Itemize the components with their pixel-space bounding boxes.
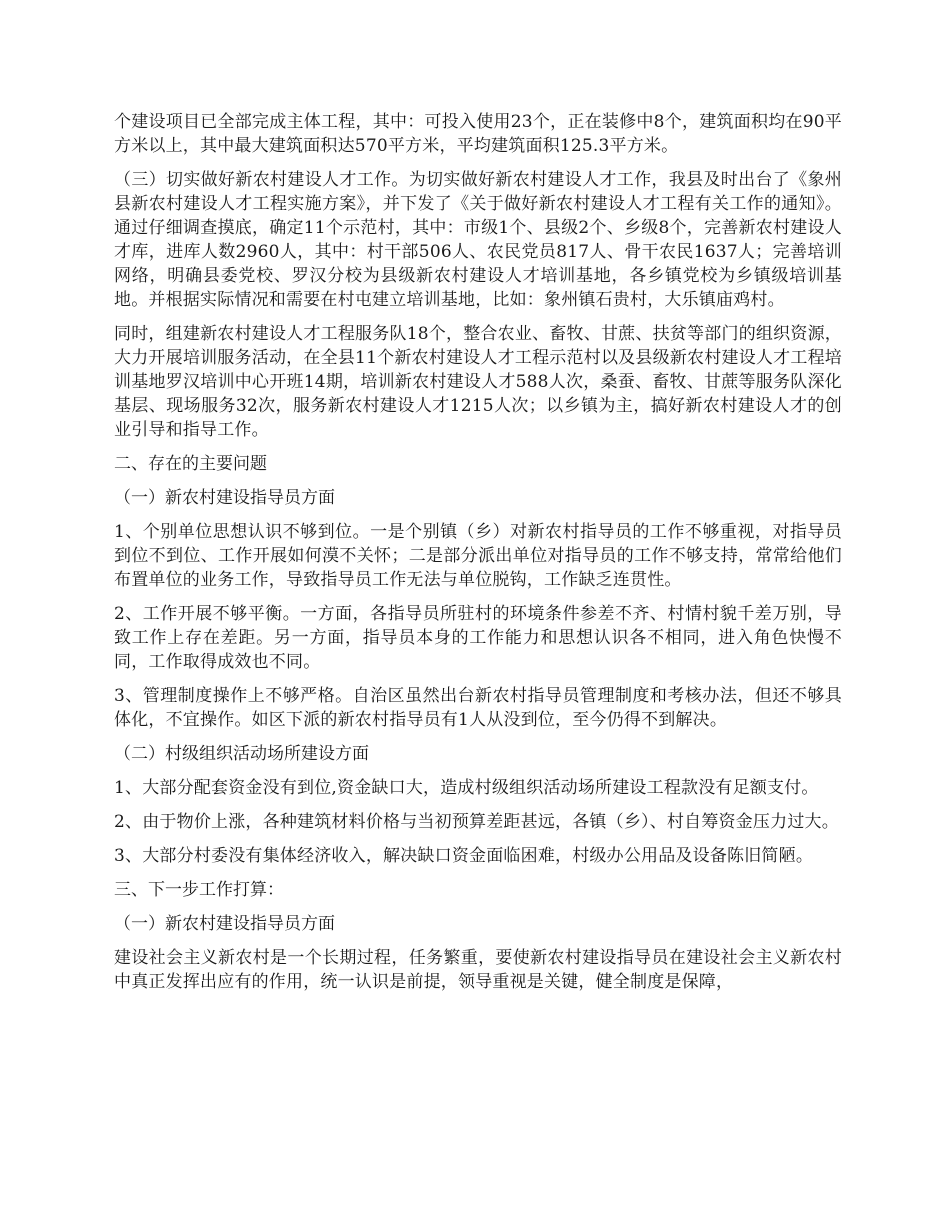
paragraph-construction-summary: 个建设项目已全部完成主体工程，其中：可投入使用23个，正在装修中8个，建筑面积均在90平方米以上，其中最大建筑面积达570平方米，平均建筑面积125.3平方米。 [114,112,842,156]
section-heading-next-steps: 三、下一步工作打算： [114,880,284,900]
paragraph-venue-3: 3、大部分村委没有集体经济收入，解决缺口资金面临困难，村级办公用品及设备陈旧简陋。 [114,846,814,866]
paragraph-problem-2: 2、工作开展不够平衡。一方面，各指导员所驻村的环境条件参差不齐、村情村貌千差万别，导致工作上存在差距。另一方面，指导员本身的工作能力和思想认识各不相同，进入角色快慢不同，工作取得成效也不同。 [114,604,842,672]
subsection-heading-venues: （二）村级组织活动场所建设方面 [114,744,369,764]
document-page [114,110,842,1004]
section-heading-problems: 二、存在的主要问题 [114,454,267,474]
paragraph-venue-2: 2、由于物价上涨，各种建筑材料价格与当初预算差距甚远，各镇（乡）、村自筹资金压力过大。 [114,812,839,832]
paragraph-problem-1: 1、个别单位思想认识不够到位。一是个别镇（乡）对新农村指导员的工作不够重视，对指导员到位不到位、工作开展如何漠不关怀；二是部分派出单位对指导员的工作不够支持，常常给他们布置单位的业务工作，导致指导员工作无法与单位脱钩，工作缺乏连贯性。 [114,522,842,590]
subsection-heading-instructors-plan: （一）新农村建设指导员方面 [114,914,335,934]
paragraph-plan-intro: 建设社会主义新农村是一个长期过程，任务繁重，要使新农村建设指导员在建设社会主义新农村中真正发挥出应有的作用，统一认识是前提，领导重视是关键，健全制度是保障， [114,948,842,992]
paragraph-venue-1: 1、大部分配套资金没有到位,资金缺口大，造成村级组织活动场所建设工程款没有足额支付。 [114,778,819,798]
paragraph-service-teams: 同时，组建新农村建设人才工程服务队18个，整合农业、畜牧、甘蔗、扶贫等部门的组织资源，大力开展培训服务活动，在全县11个新农村建设人才工程示范村以及县级新农村建设人才工程培训基地罗汉培训中心开班14期，培训新农村建设人才588人次，桑蚕、畜牧、甘蔗等服务队深化基层、现场服务32次，服务新农村建设人才1215人次；以乡镇为主，搞好新农村建设人才的创业引导和指导工作。 [114,324,842,440]
subsection-heading-instructors: （一）新农村建设指导员方面 [114,488,335,508]
paragraph-talent-work: （三）切实做好新农村建设人才工作。为切实做好新农村建设人才工作，我县及时出台了《象州县新农村建设人才工程实施方案》，并下发了《关于做好新农村建设人才工程有关工作的通知》。通过仔细调查摸底，确定11个示范村，其中：市级1个、县级2个、乡级8个，完善新农村建设人才库，进库人数2960人，其中：村干部506人、农民党员817人、骨干农民1637人；完善培训网络，明确县委党校、罗汉分校为县级新农村建设人才培训基地，各乡镇党校为乡镇级培训基地。并根据实际情况和需要在村屯建立培训基地，比如：象州镇石贵村，大乐镇庙鸡村。 [114,170,842,310]
paragraph-problem-3: 3、管理制度操作上不够严格。自治区虽然出台新农村指导员管理制度和考核办法，但还不够具体化，不宜操作。如区下派的新农村指导员有1人从没到位，至今仍得不到解决。 [114,686,842,730]
